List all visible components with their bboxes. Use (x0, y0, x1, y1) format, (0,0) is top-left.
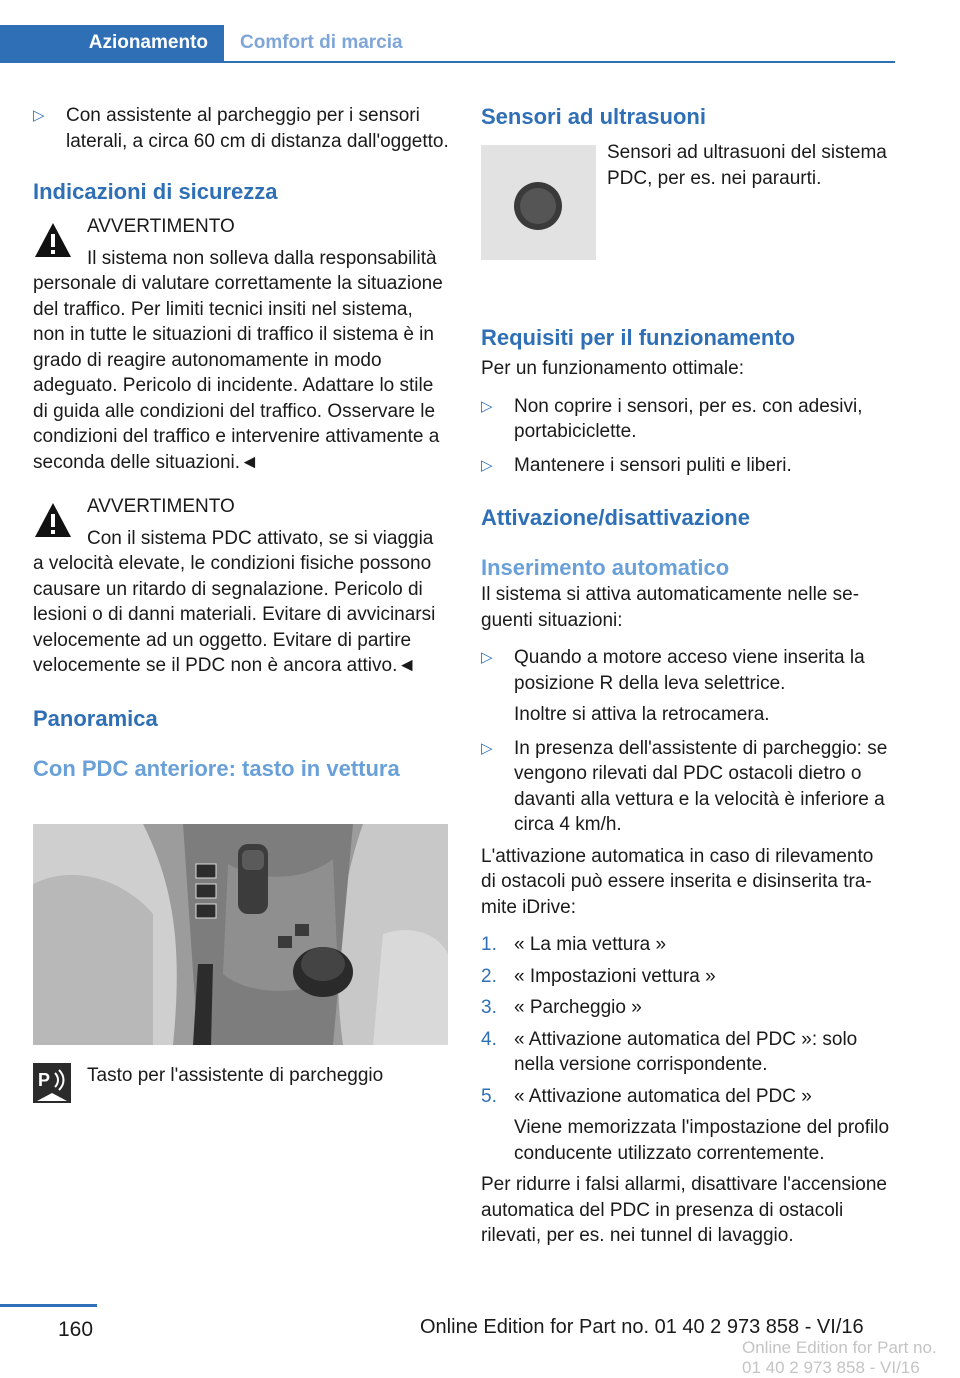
list-item (481, 453, 893, 479)
warning-1-title: AVVERTIMENTO (87, 216, 235, 237)
right-column (481, 103, 893, 1249)
triangle-bullet-icon: ▷ (33, 107, 45, 124)
overview-heading: Panoramica (33, 705, 158, 731)
button-caption: Tasto per l'assistente di parcheggio (87, 1065, 384, 1086)
step-number: 4. (481, 1028, 497, 1050)
footer-rule (0, 1304, 97, 1307)
parking-assistant-icon (33, 1063, 71, 1103)
requirement-bullet-2: Mantenere i sensori puliti e liberi. (514, 454, 792, 476)
auto-bullet-1-note: Inoltre si attiva la retrocamera. (514, 704, 770, 725)
front-pdc-heading: Con PDC anteriore: tasto in vettura (33, 755, 400, 781)
car-console-image (33, 824, 448, 1045)
step-item (481, 1027, 893, 1078)
step-number: 1. (481, 934, 497, 955)
tab-comfort-di-marcia[interactable]: Comfort di marcia (240, 32, 403, 53)
warning-block-2 (33, 494, 449, 679)
warning-block-1 (33, 214, 449, 475)
step-item (481, 1084, 893, 1167)
ultrasonic-sensor-image (481, 145, 596, 260)
requirement-bullet-1: Non coprire i sensori, per es. con adesivi, portabiciclette. (514, 395, 863, 442)
triangle-bullet-icon: ▷ (481, 649, 493, 666)
step-number: 3. (481, 997, 497, 1018)
step-5-note: Viene memorizzata l'impostazione del profilo conducente utilizzato correntemente. (514, 1117, 890, 1164)
auto-bullet-2: In presenza dell'assistente di parcheggio: se vengono rilevati dal PDC ostacoli dietro o davanti alla vettura e la velocità è inferiore a circa 4 km/h. (514, 737, 888, 835)
edition-text: Online Edition for Part no. 01 40 2 973 858 - VI/16 (420, 1316, 864, 1338)
warning-2-text: Con il sistema PDC attivato, se si viaggia a velocità elevate, le condizioni fisiche possono causare un ritardo di segnalazione. Pericolo di lesioni o di danni materiali. Evitare di avvicinarsi velocemente ad un oggetto. Evitare di partire velocemente se il PDC non è ancora attivo.◄ (33, 527, 436, 676)
list-item (33, 103, 449, 154)
step-text: « Impostazioni vettura » (514, 965, 716, 987)
left-column (33, 103, 449, 783)
button-caption-row (33, 1063, 449, 1088)
list-item (481, 645, 893, 728)
activation-heading: Attivazione/disattivazione (481, 505, 750, 530)
safety-heading: Indicazioni di sicurezza (33, 179, 278, 204)
list-item (481, 394, 893, 445)
step-item (481, 932, 893, 958)
sensors-heading: Sensori ad ultrasuoni (481, 104, 706, 129)
warning-1-text: Il sistema non solleva dalla responsabilità personale di valutare correttamente la situazione del traffico. Per limiti tecnici insiti nel sistema, non in tutte le situazioni di traffico il sistema è in grado di reagire autonomamente in modo adeguato. Pericolo di incidente. Adattare lo stile di guida alle condizioni del traffico. Osservare le condizioni del traffico e intervenire attivamente a seconda delle situazioni.◄ (33, 247, 443, 473)
step-number: 5. (481, 1085, 497, 1107)
step-text: « La mia vettura » (514, 934, 667, 955)
auto-bullet-1: Quando a motore acceso viene inserita la posizione R della leva selettrice. (514, 647, 865, 694)
warning-icon (33, 500, 73, 540)
triangle-bullet-icon: ▷ (481, 397, 493, 415)
step-text: « Attivazione automatica del PDC »: solo nella versione corrispondente. (514, 1028, 858, 1075)
requirements-heading: Requisiti per il funzionamento (481, 325, 796, 350)
sensors-block (481, 140, 893, 300)
step-item (481, 995, 893, 1021)
requirements-intro: Per un funzionamento ottimale: (481, 358, 744, 379)
list-item (481, 736, 893, 838)
warning-icon (33, 220, 73, 260)
page-number: 160 (58, 1318, 94, 1341)
warning-2-title: AVVERTIMENTO (87, 496, 235, 517)
triangle-bullet-icon: ▷ (481, 739, 493, 757)
auto-intro: Il sistema si attiva automaticamente nelle seguenti situazioni: (481, 584, 860, 631)
intro-bullet-text: Con assistente al parcheggio per i sensori laterali, a circa 60 cm di distanza dall'oggetto. (66, 105, 449, 152)
watermark-text: Online Edition for Part no. 01 40 2 973 858 - VI/16 (742, 1338, 937, 1377)
step-text: « Parcheggio » (514, 997, 642, 1018)
sensors-text: Sensori ad ultrasuoni del sistema PDC, per es. nei paraurti. (607, 142, 887, 189)
false-alarm-text: Per ridurre i falsi allarmi, disattivare l'accensione automatica del PDC in presenza di ostacoli rilevati, per es. nei tunnel di lavaggio. (481, 1174, 887, 1246)
auto-heading: Inserimento automatico (481, 555, 730, 580)
step-item (481, 964, 893, 990)
header-tabbar (0, 25, 895, 63)
tab-azionamento[interactable]: Azionamento (0, 25, 224, 61)
auto-idrive-text: L'attivazione automatica in caso di rilevamento di ostacoli può essere inserita e disinserita tramite iDrive: (481, 845, 874, 918)
triangle-bullet-icon: ▷ (481, 456, 493, 474)
step-number: 2. (481, 965, 497, 987)
step-text: « Attivazione automatica del PDC » (514, 1085, 812, 1107)
svg-text:P: P (38, 1070, 51, 1090)
